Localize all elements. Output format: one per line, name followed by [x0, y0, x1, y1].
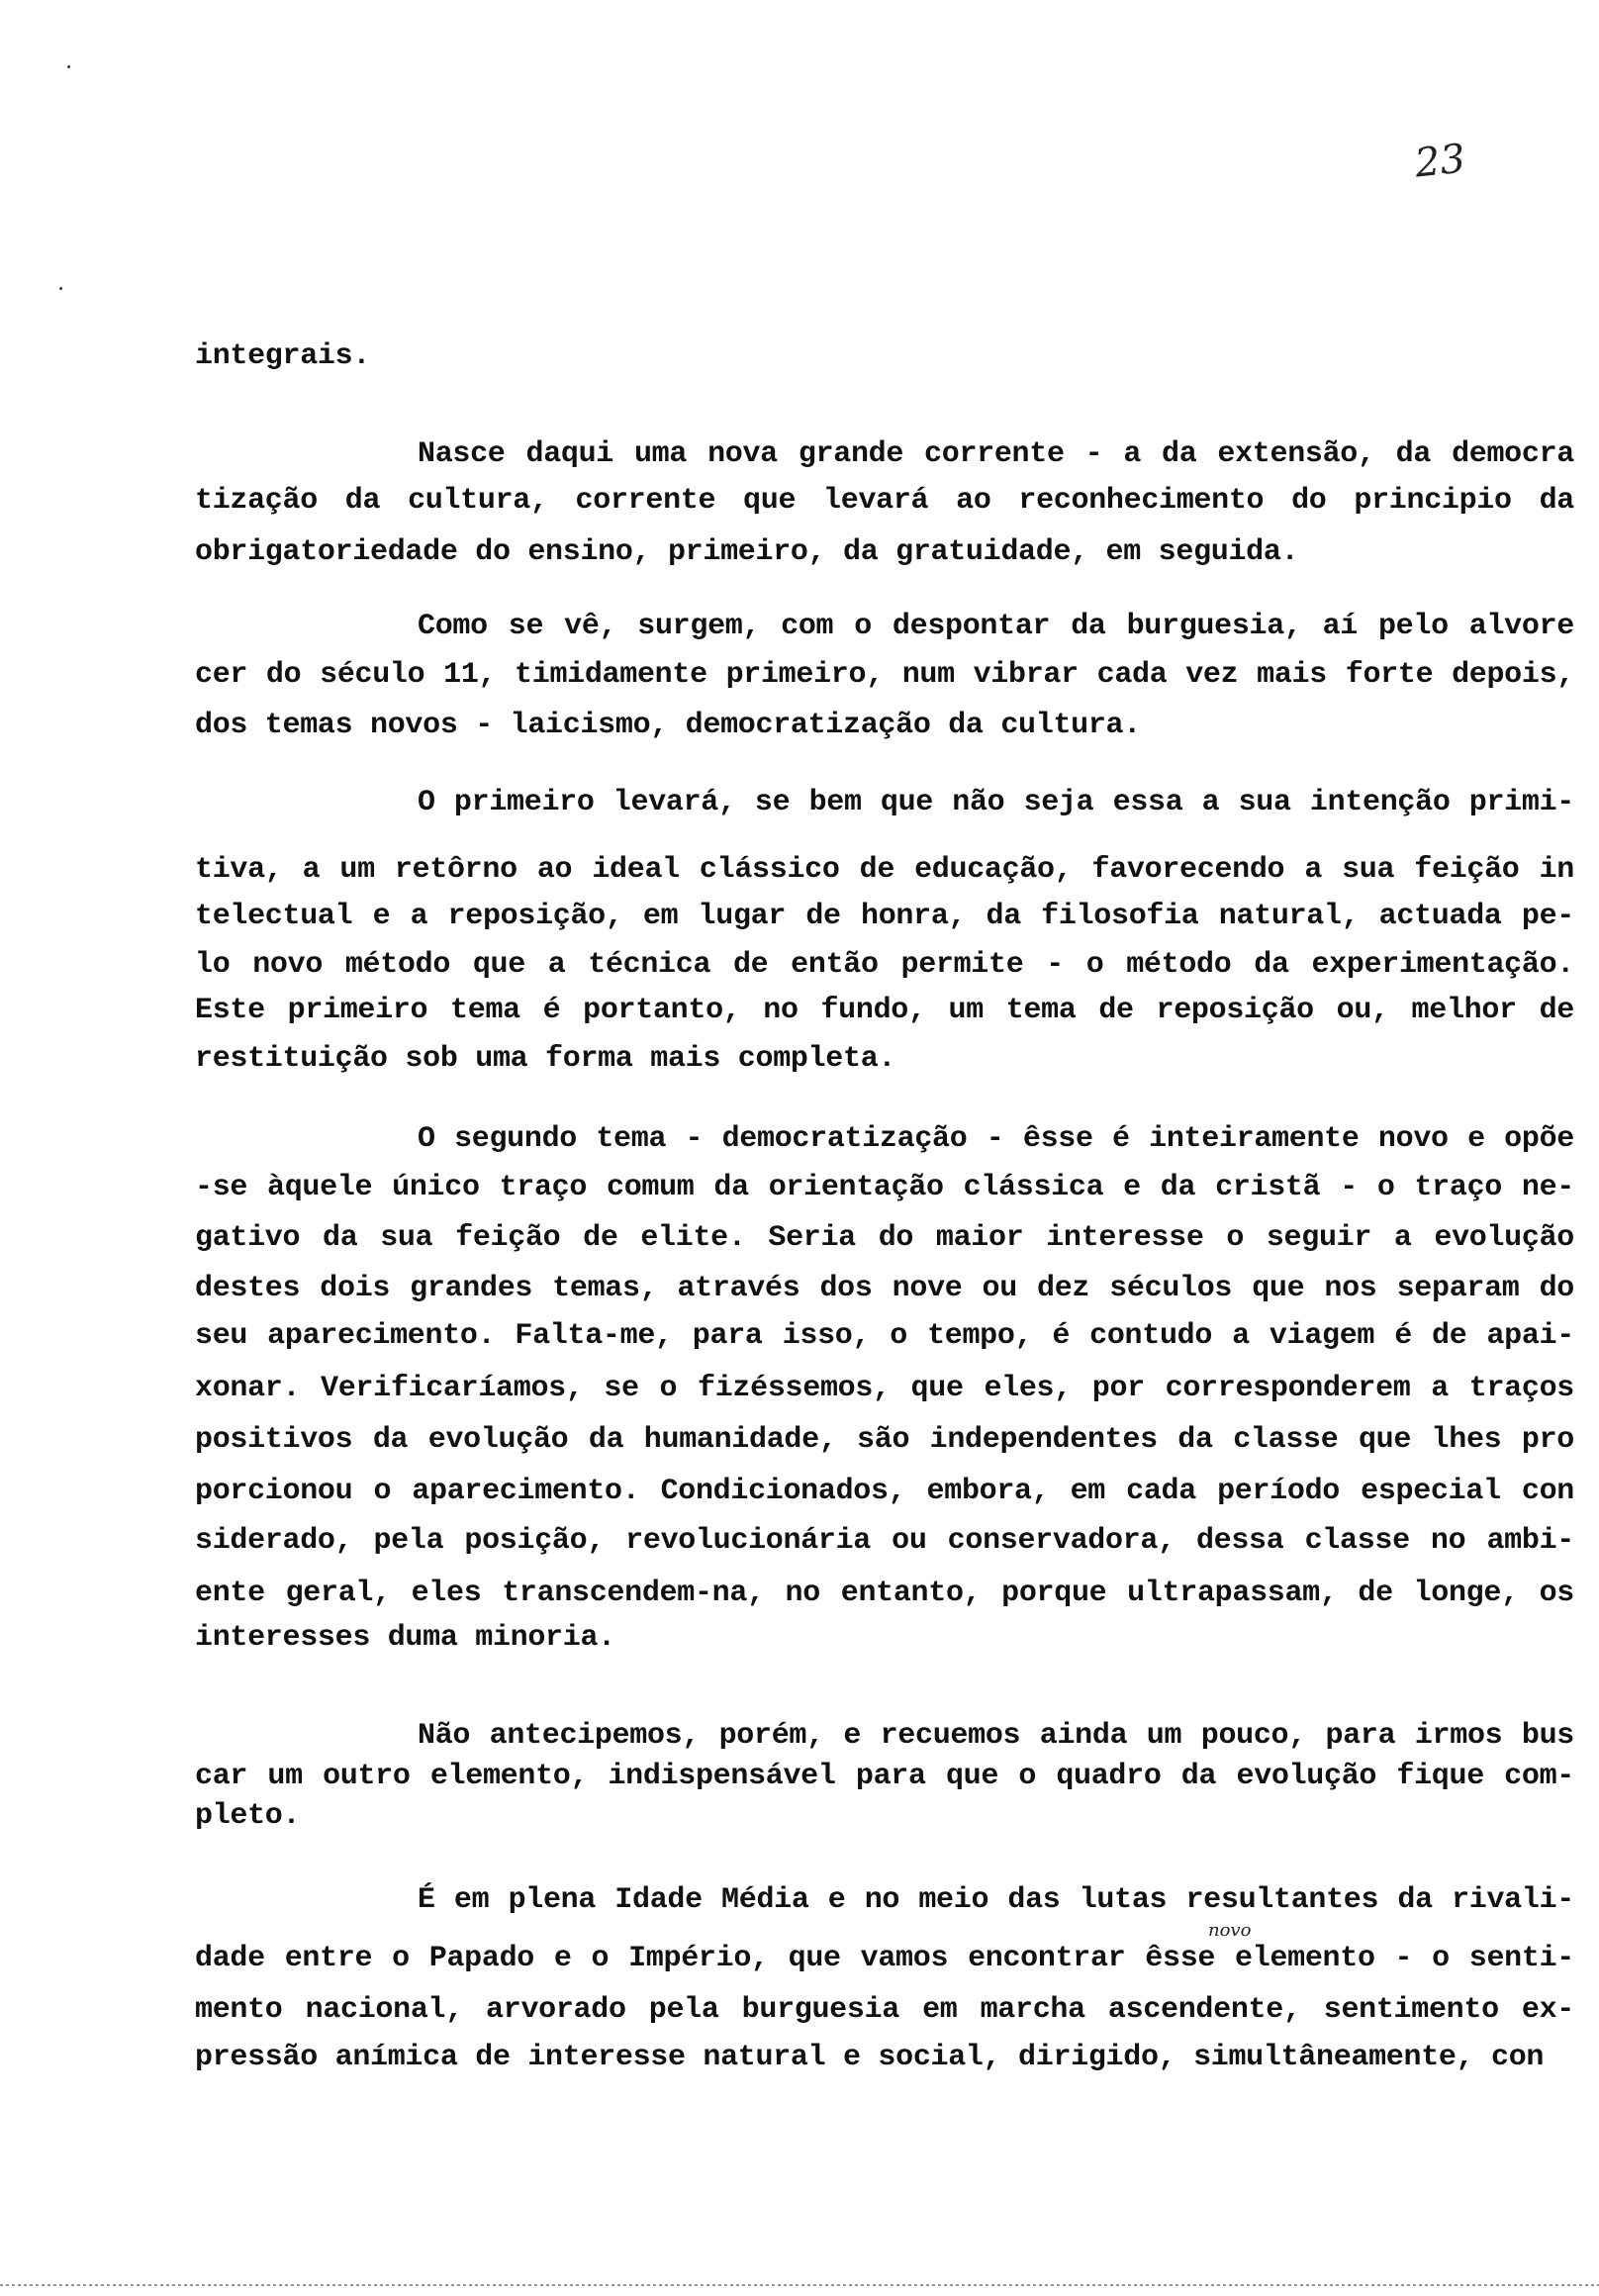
text-line: O segundo tema - democratização - êsse é inteiramente novo e opõe	[418, 1122, 1574, 1156]
text-line: tização da cultura, corrente que levará ao reconhecimento do principio da	[195, 484, 1574, 518]
text-line: restituição sob uma forma mais completa.	[195, 1042, 896, 1076]
text-line: porcionou o aparecimento. Condicionados, embora, em cada período especial con	[195, 1475, 1574, 1508]
text-line: xonar. Verificaríamos, se o fizéssemos, que eles, por corresponderem a traços	[195, 1372, 1574, 1405]
text-line: siderado, pela posição, revolucionária ou conservadora, dessa classe no ambi-	[195, 1524, 1574, 1558]
text-line: positivos da evolução da humanidade, são independentes da classe que lhes pro	[195, 1423, 1574, 1457]
text-line: interesses duma minoria.	[195, 1621, 615, 1655]
text-line: telectual e a reposição, em lugar de honra, da filosofia natural, actuada pe-	[195, 900, 1574, 933]
text-line: integrais.	[195, 339, 371, 373]
text-line: mento nacional, arvorado pela burguesia em marcha ascendente, sentimento ex-	[195, 1993, 1574, 2027]
text-line: dade entre o Papado e o Império, que vamos encontrar êsse elemento - o senti-	[195, 1942, 1574, 1975]
page-bottom-edge	[0, 2284, 1599, 2286]
text-line: car um outro elemento, indispensável para que o quadro da evolução fique com-	[195, 1760, 1574, 1793]
text-line: É em plena Idade Média e no meio das lutas resultantes da rivali-	[418, 1883, 1574, 1917]
text-line: Como se vê, surgem, com o despontar da burguesia, aí pelo alvore	[418, 610, 1574, 643]
text-line: tiva, a um retôrno ao ideal clássico de educação, favorecendo a sua feição in	[195, 853, 1574, 887]
text-line: Não antecipemos, porém, e recuemos ainda um pouco, para irmos bus	[418, 1719, 1574, 1753]
scan-speck	[59, 287, 62, 290]
handwritten-insertion-note: novo	[1208, 1920, 1252, 1941]
text-line: -se àquele único traço comum da orientação clássica e da cristã - o traço ne-	[195, 1171, 1574, 1204]
text-line: lo novo método que a técnica de então permite - o método da experimentação.	[195, 948, 1574, 982]
text-line: pleto.	[195, 1799, 301, 1833]
text-line: Nasce daqui uma nova grande corrente - a da extensão, da democra	[418, 437, 1574, 471]
scan-speck	[67, 65, 70, 68]
text-line: destes dois grandes temas, através dos nove ou dez séculos que nos separam do	[195, 1272, 1574, 1305]
text-line: seu aparecimento. Falta-me, para isso, o tempo, é contudo a viagem é de apai-	[195, 1319, 1574, 1353]
text-line: ente geral, eles transcendem-na, no entanto, porque ultrapassam, de longe, os	[195, 1577, 1574, 1610]
text-line: obrigatoriedade do ensino, primeiro, da gratuidade, em seguida.	[195, 535, 1299, 569]
text-line: pressão anímica de interesse natural e social, dirigido, simultâneamente, con	[195, 2041, 1545, 2074]
text-line: cer do século 11, timidamente primeiro, num vibrar cada vez mais forte depois,	[195, 658, 1574, 692]
page-number: 23	[1412, 136, 1468, 187]
text-line: O primeiro levará, se bem que não seja essa a sua intenção primi-	[418, 786, 1574, 819]
text-line: gativo da sua feição de elite. Seria do maior interesse o seguir a evolução	[195, 1221, 1574, 1255]
text-line: dos temas novos - laicismo, democratização da cultura.	[195, 709, 1141, 742]
text-line: Este primeiro tema é portanto, no fundo, um tema de reposição ou, melhor de	[195, 994, 1574, 1027]
